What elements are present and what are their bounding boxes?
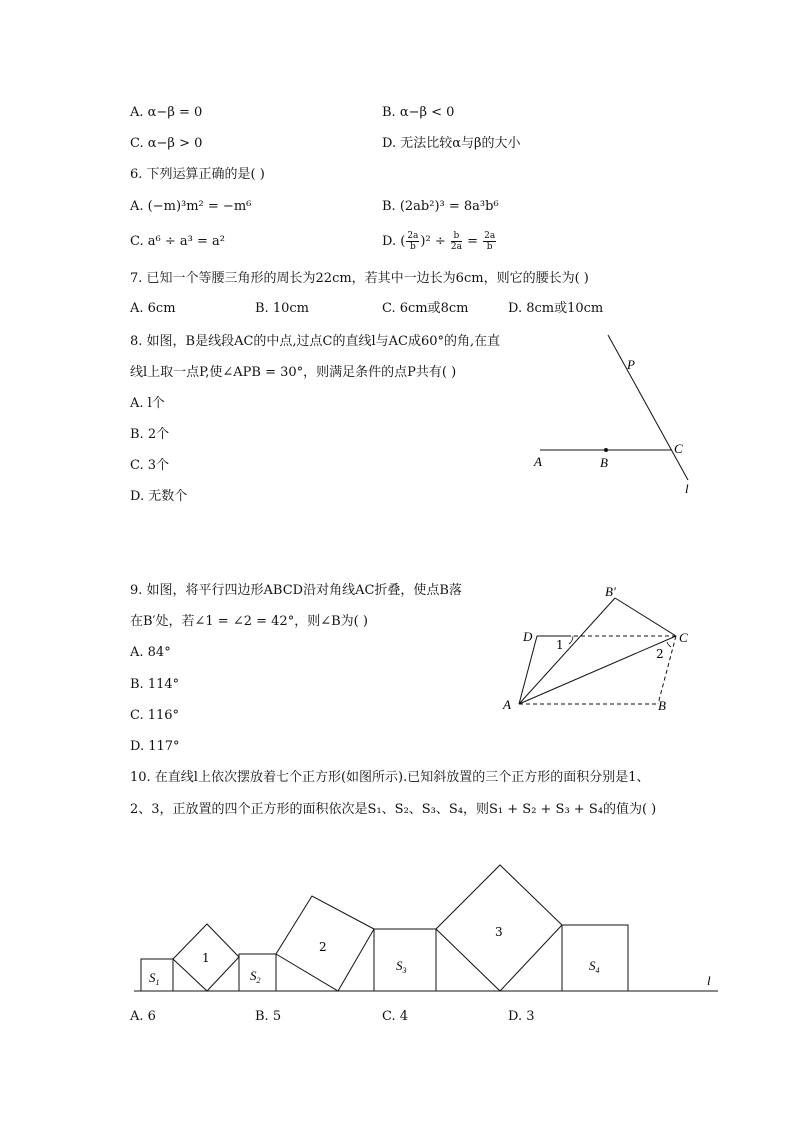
- q8-stem-line-2: 线l上取一点P,使∠APB = 30°，则满足条件的点P共有( ): [130, 365, 457, 380]
- q7-option-c: C. 6cm或8cm: [382, 301, 469, 316]
- q8-figure: [520, 330, 720, 505]
- q6-d-frac1-denominator: b: [409, 242, 416, 252]
- q6-d-frac3-denominator: b: [486, 242, 493, 252]
- q10-label-s2-sub: 2: [256, 976, 261, 985]
- q5-option-b: B. α−β < 0: [382, 105, 455, 120]
- q9-figure: [495, 580, 705, 720]
- q6-option-d-fraction-2: [451, 231, 462, 252]
- q9-angle-2-arc: [667, 642, 671, 647]
- q10-square-s3: [374, 929, 436, 991]
- q10-label-s1: [149, 970, 160, 987]
- q9-option-c: C. 116°: [130, 708, 180, 723]
- q7-stem: 7. 已知一个等腰三角形的周长为22cm，若其中一边长为6cm，则它的腰长为( ): [130, 271, 589, 286]
- q6-option-d-operator-1: )² ÷: [420, 234, 450, 249]
- q9-option-b: B. 114°: [130, 677, 180, 692]
- q10-label-1: 1: [202, 951, 210, 965]
- q10-stem-line-2: 2、3，正放置的四个正方形的面积依次是S₁、S₂、S₃、S₄，则S₁ + S₂ + S₃ + S₄的值为( ): [130, 802, 657, 817]
- q9-label-c: C: [679, 630, 688, 645]
- q10-square-s2: [239, 954, 276, 991]
- q8-line-l: [608, 335, 688, 480]
- q10-figure: [130, 860, 730, 1000]
- q10-label-s3-sub: 3: [402, 966, 407, 975]
- q5-option-d: D. 无法比较α与β的大小: [382, 136, 521, 151]
- q6-d-frac3-numerator: 2a: [484, 231, 496, 241]
- q10-label-s4-sub: 4: [595, 966, 600, 975]
- q8-label-a: A: [534, 454, 542, 469]
- q6-option-b: B. (2ab²)³ = 8a³b⁶: [382, 199, 499, 214]
- q6-d-frac1-numerator: 2a: [407, 231, 419, 241]
- q8-option-d: D. 无数个: [130, 489, 188, 504]
- q6-option-d-operator-2: =: [462, 234, 483, 249]
- q10-option-c: C. 4: [382, 1009, 409, 1024]
- q8-label-c: C: [674, 441, 683, 456]
- q10-label-s1-main: S: [149, 970, 156, 985]
- q10-label-s3-main: S: [396, 958, 403, 973]
- q8-option-a: A. l个: [130, 396, 165, 411]
- q6-option-c: C. a⁶ ÷ a³ = a²: [130, 234, 225, 249]
- q10-label-l: l: [707, 973, 711, 988]
- q9-stem-line-2: 在B′处，若∠1 = ∠2 = 42°，则∠B为( ): [130, 614, 368, 629]
- q5-option-a: A. α−β = 0: [130, 105, 203, 120]
- q6-option-d: D. ( $\frac{2a}{b}$ )² ÷ $\frac{b}{2a}$ = $\frac{2a}{b}$: [382, 231, 496, 252]
- q10-label-3: 3: [495, 925, 503, 939]
- q7-option-d: D. 8cm或10cm: [508, 301, 604, 316]
- q10-label-s1-sub: 1: [155, 978, 160, 987]
- q10-stem-line-1: 10. 在直线l上依次摆放着七个正方形(如图所示).已知斜放置的三个正方形的面积分别是1、: [130, 770, 650, 785]
- q10-option-a: A. 6: [130, 1009, 156, 1024]
- q8-stem-line-1: 8. 如图，B是线段AC的中点,过点C的直线l与AC成60°的角,在直: [130, 334, 501, 349]
- q9-label-angle-2: 2: [656, 647, 664, 661]
- q10-label-s2-main: S: [250, 968, 257, 983]
- q8-option-b: B. 2个: [130, 427, 170, 442]
- q10-label-s2: [250, 968, 261, 985]
- q6-d-frac2-denominator: 2a: [450, 242, 462, 252]
- q10-label-s3: [396, 958, 407, 975]
- q6-option-d-prefix: D.: [382, 234, 401, 249]
- q9-stem-line-1: 9. 如图，将平行四边形ABCD沿对角线AC折叠，使点B落: [130, 583, 462, 598]
- q9-angle-1-arc: [569, 636, 573, 644]
- q9-label-b-prime: B′: [605, 584, 616, 599]
- q7-option-b: B. 10cm: [255, 301, 309, 316]
- q6-stem: 6. 下列运算正确的是( ): [130, 167, 265, 182]
- q10-option-d: D. 3: [508, 1009, 535, 1024]
- q9-edge-b-prime-c: [615, 598, 676, 636]
- q7-option-a: A. 6cm: [130, 301, 176, 316]
- q9-label-angle-1: 1: [556, 638, 564, 652]
- q6-option-d-fraction-3: [483, 231, 496, 252]
- q8-option-c: C. 3个: [130, 458, 170, 473]
- q10-option-b: B. 5: [255, 1009, 282, 1024]
- q6-option-d-fraction-1: [406, 231, 419, 252]
- q6-d-frac2-numerator: b: [451, 231, 462, 242]
- q8-point-b: [604, 448, 608, 452]
- q10-label-2: 2: [319, 940, 327, 954]
- q8-label-p: P: [627, 357, 635, 372]
- q10-label-s4: [589, 958, 600, 975]
- q9-diagonal-ac: [519, 636, 676, 704]
- q5-option-c: C. α−β > 0: [130, 136, 203, 151]
- q9-label-d: D: [523, 629, 533, 644]
- q9-option-a: A. 84°: [130, 645, 171, 660]
- q8-label-l: l: [685, 481, 689, 496]
- q10-label-s4-main: S: [589, 958, 596, 973]
- q9-label-b: B: [658, 698, 666, 713]
- q8-label-b: B: [600, 455, 608, 470]
- q9-option-d: D. 117°: [130, 739, 180, 754]
- q6-option-a: A. (−m)³m² = −m⁶: [130, 199, 252, 214]
- q9-label-a: A: [503, 697, 511, 712]
